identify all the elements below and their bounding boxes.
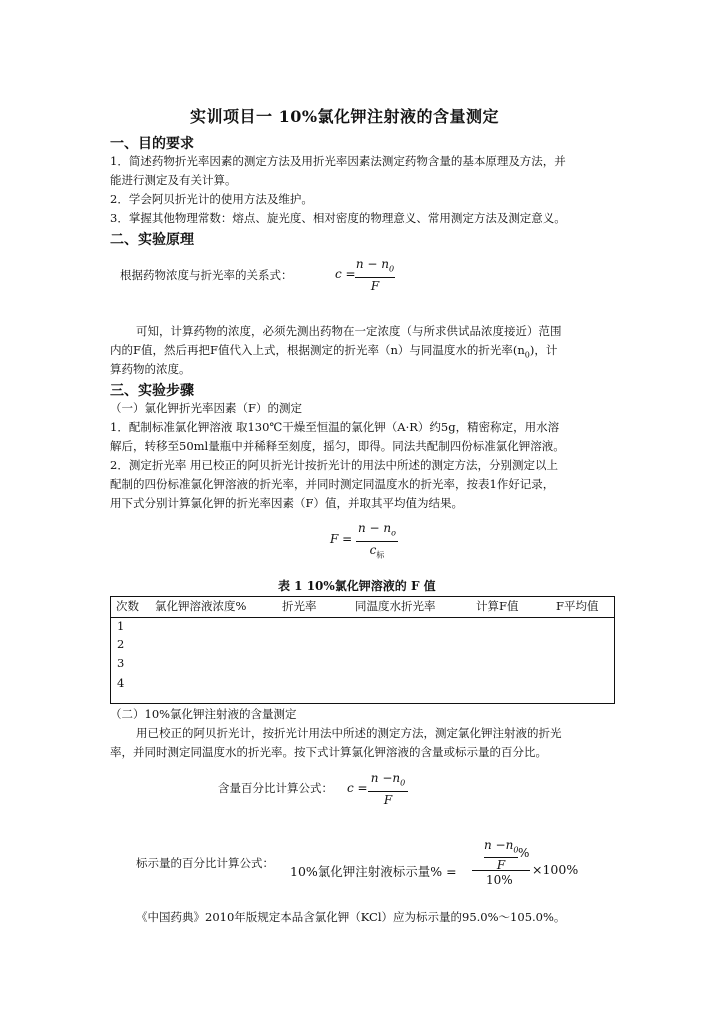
- formula2-denominator: $c_标$: [369, 543, 385, 560]
- section-heading-objectives: 一、目的要求: [110, 136, 194, 152]
- formula2-numerator: $n - n_o$: [358, 521, 396, 538]
- formula2-lhs: F =: [330, 532, 353, 546]
- table-header-cell: 同温度水折光率: [355, 599, 436, 613]
- table-header-cell: F平均值: [556, 599, 599, 613]
- content-formula-label: 含量百分比计算公式：: [218, 781, 333, 795]
- formula4-fraction: [472, 838, 540, 890]
- formula4-inner-denominator: F: [496, 858, 506, 873]
- formula3-lhs: c =: [347, 781, 368, 795]
- formula4-lhs: 10%氯化钾注射液标示量% =: [290, 864, 457, 879]
- subsection-heading: （二）10%氯化钾注射液的含量测定: [110, 707, 297, 721]
- table-row-number: 4: [117, 676, 125, 690]
- pharmacopoeia-note: 《中国药典》2010年版规定本品含氯化钾（KCl）应为标示量的95.0%～105.0%。: [136, 910, 566, 924]
- principle-para-line: 内的F值，然后再把F值代入上式，根据测定的折光率（n）与同温度水的折光率$(n_0)$，计: [110, 343, 558, 360]
- principle-para-line: 算药物的浓度。: [110, 362, 191, 376]
- formula1-denominator: F: [370, 279, 380, 294]
- table-header-cell: 氯化钾溶液浓度%: [155, 599, 247, 613]
- label-formula-label: 标示量的百分比计算公式：: [136, 856, 274, 870]
- formula1-numerator: $n - n_0$: [355, 257, 395, 274]
- step-line: 用下式分别计算氯化钾的折光率因素（F）值，并取其平均值为结果。: [110, 496, 463, 510]
- formula4-inner-numerator: $n -n_0$: [484, 838, 519, 855]
- formula4-tail: ×100%: [532, 862, 579, 877]
- step-line: 率，并同时测定同温度水的折光率。按下式计算氯化钾溶液的含量或标示量的百分比。: [110, 745, 547, 759]
- table-header-cell: 折光率: [282, 599, 317, 613]
- step-line: 解后，转移至50ml量瓶中并稀释至刻度，摇匀，即得。同法共配制四份标准氯化钾溶液。: [110, 439, 565, 453]
- section-heading-steps: 三、实验步骤: [110, 383, 194, 399]
- formula4-denominator: 10%: [486, 873, 513, 887]
- objective-line: 1．简述药物折光率因素的测定方法及用折光率因素法测定药物含量的基本原理及方法，并: [110, 154, 566, 168]
- formula2-fraction: [356, 520, 398, 564]
- formula4-inner-fraction: [484, 838, 518, 873]
- formula4-percent: %: [518, 846, 530, 860]
- subsection-heading: （一）氯化钾折光率因素（F）的测定: [110, 401, 302, 415]
- page-title: 实训项目一 10%氯化钾注射液的含量测定: [190, 107, 500, 126]
- table-row-number: 1: [117, 619, 125, 633]
- table-row-number: 3: [117, 656, 125, 670]
- formula3-fraction: [368, 770, 408, 808]
- step-line: 1．配制标准氯化钾溶液 取130℃干燥至恒温的氯化钾（A·R）约5g，精密称定，用水溶: [110, 420, 560, 434]
- table-header-divider: [110, 617, 615, 618]
- formula3-denominator: F: [383, 793, 393, 808]
- objective-line: 能进行测定及有关计算。: [110, 173, 237, 187]
- objective-line: 2．学会阿贝折光计的使用方法及维护。: [110, 192, 313, 206]
- formula3-numerator: $n -n_0$: [370, 771, 406, 788]
- step-line: 用已校正的阿贝折光计，按折光计用法中所述的测定方法，测定氯化钾注射液的折光: [136, 726, 562, 740]
- formula1-lhs: c =: [335, 267, 356, 281]
- table-header-cell: 计算F值: [476, 599, 519, 613]
- fraction-bar: [472, 870, 530, 871]
- principle-para-line: 可知，计算药物的浓度，必须先测出药物在一定浓度（与所求供试品浓度接近）范围: [136, 324, 562, 338]
- table-caption: 表 1 10%氯化钾溶液的 F 值: [278, 579, 436, 593]
- relation-label: 根据药物浓度与折光率的关系式：: [120, 268, 293, 282]
- step-line: 配制的四份标准氯化钾溶液的折光率，并同时测定同温度水的折光率，按表1作好记录，: [110, 477, 555, 491]
- table-header-cell: 次数: [116, 599, 139, 613]
- section-heading-principle: 二、实验原理: [110, 232, 194, 248]
- objective-line: 3．掌握其他物理常数：熔点、旋光度、相对密度的物理意义、常用测定方法及测定意义。: [110, 211, 566, 225]
- formula1-fraction: [355, 256, 395, 294]
- step-line: 2．测定折光率 用已校正的阿贝折光计按折光计的用法中所述的测定方法，分别测定以上: [110, 458, 558, 472]
- table-row-number: 2: [117, 637, 125, 651]
